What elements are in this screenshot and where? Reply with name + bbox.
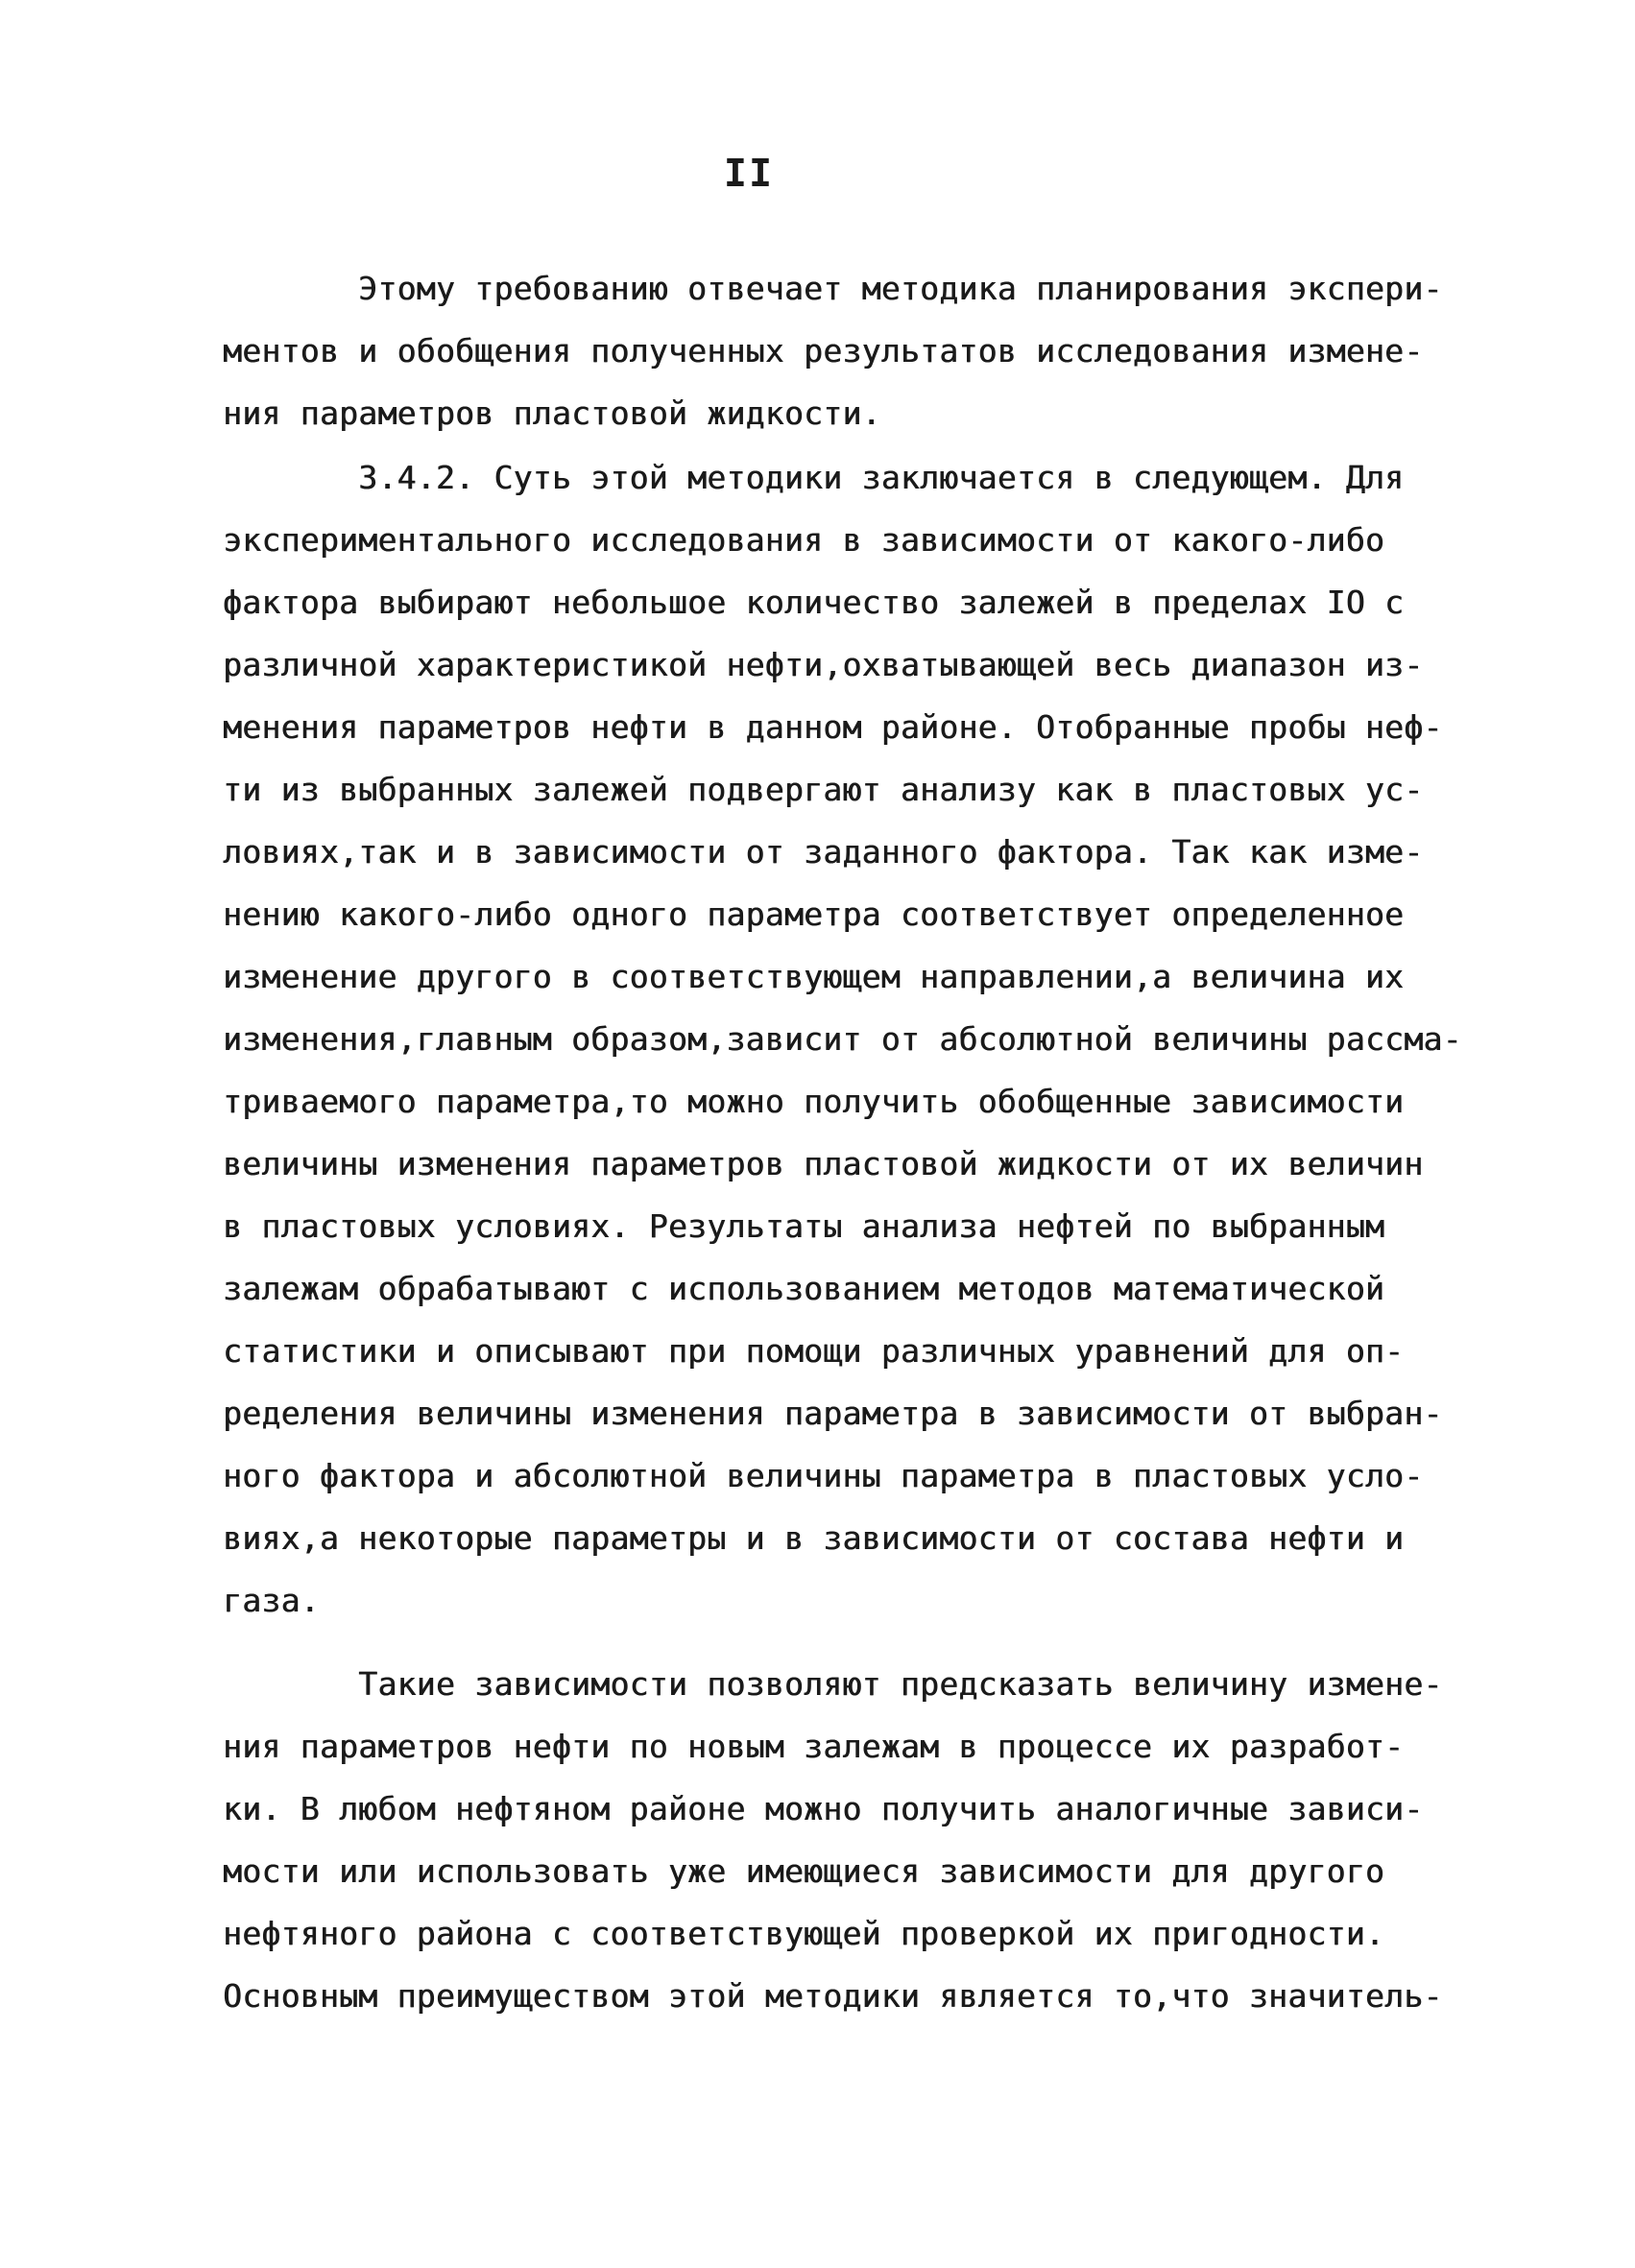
- text-line: Основным преимуществом этой методики является то,что значитель-: [223, 1977, 1443, 2015]
- text-line: газа.: [223, 1582, 320, 1619]
- text-line: Такие зависимости позволяют предсказать величину измене-: [223, 1665, 1443, 1703]
- text-line: нению какого-либо одного параметра соответствует определенное: [223, 895, 1405, 933]
- text-line: фактора выбирают небольшое количество залежей в пределах IO с: [223, 584, 1405, 621]
- text-line: ределения величины изменения параметра в зависимости от выбран-: [223, 1395, 1443, 1432]
- text-line: ки. В любом нефтяном районе можно получить аналогичные зависи-: [223, 1790, 1424, 1827]
- text-line: мости или использовать уже имеющиеся зависимости для другого: [223, 1852, 1385, 1890]
- paragraph-1: [223, 257, 1480, 444]
- text-line: ния параметров нефти по новым залежам в процессе их разработ-: [223, 1728, 1405, 1765]
- text-line: 3.4.2. Суть этой методики заключается в следующем. Для: [223, 459, 1405, 496]
- paragraph-3: [223, 1653, 1480, 2027]
- paragraph-2: [223, 446, 1480, 1632]
- text-line: залежам обрабатывают с использованием методов математической: [223, 1270, 1385, 1307]
- text-line: нефтяного района с соответствующей проверкой их пригодности.: [223, 1915, 1385, 1952]
- text-line: величины изменения параметров пластовой жидкости от их величин: [223, 1145, 1424, 1182]
- text-line: статистики и описывают при помощи различных уравнений для оп-: [223, 1332, 1405, 1370]
- text-line: ти из выбранных залежей подвергают анализу как в пластовых ус-: [223, 771, 1424, 808]
- text-line: ментов и обобщения полученных результатов исследования измене-: [223, 332, 1424, 370]
- text-line: триваемого параметра,то можно получить обобщенные зависимости: [223, 1083, 1405, 1120]
- text-line: изменения,главным образом,зависит от абсолютной величины рассма-: [223, 1020, 1462, 1058]
- page-number: II: [723, 152, 775, 196]
- text-line: различной характеристикой нефти,охватывающей весь диапазон из-: [223, 646, 1424, 683]
- text-line: ловиях,так и в зависимости от заданного фактора. Так как изме-: [223, 833, 1424, 871]
- text-line: в пластовых условиях. Результаты анализа нефтей по выбранным: [223, 1207, 1385, 1245]
- text-line: менения параметров нефти в данном районе. Отобранные пробы неф-: [223, 708, 1443, 746]
- text-line: изменение другого в соответствующем направлении,а величина их: [223, 958, 1405, 995]
- text-line: Этому требованию отвечает методика планирования экспери-: [223, 270, 1443, 307]
- text-line: экспериментального исследования в зависимости от какого-либо: [223, 521, 1385, 559]
- text-line: виях,а некоторые параметры и в зависимости от состава нефти и: [223, 1519, 1405, 1557]
- text-line: ного фактора и абсолютной величины параметра в пластовых усло-: [223, 1457, 1424, 1494]
- text-line: ния параметров пластовой жидкости.: [223, 394, 881, 432]
